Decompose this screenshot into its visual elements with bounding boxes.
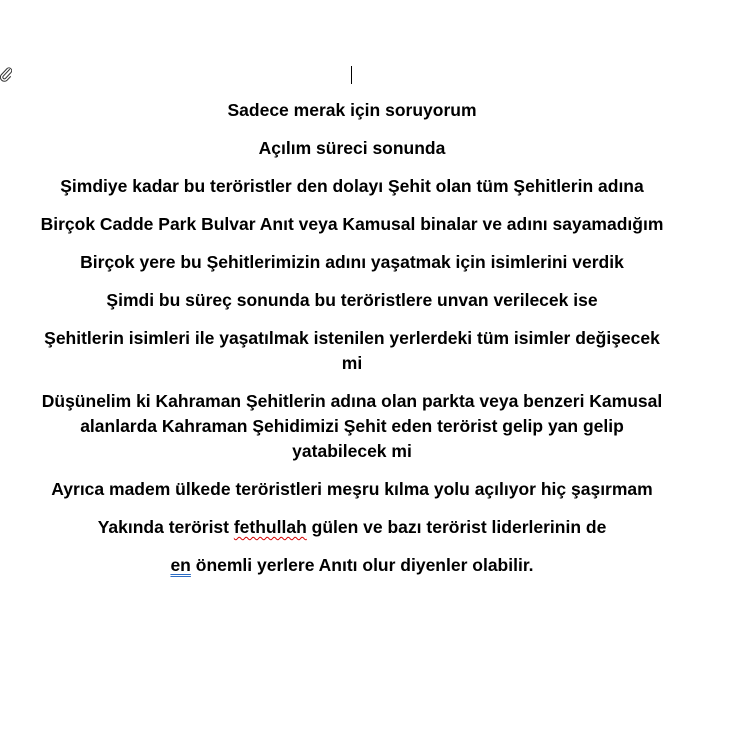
text-cursor	[351, 66, 352, 84]
paperclip-anchor-icon	[0, 66, 12, 82]
paragraph: Ayrıca madem ülkede teröristleri meşru kılma yolu açılıyor hiç şaşırmam	[51, 479, 653, 499]
paragraph: Birçok yere bu Şehitlerimizin adını yaşatmak için isimlerini verdik	[80, 252, 624, 272]
text-run: gülen ve bazı terörist liderlerinin de	[306, 517, 607, 537]
paragraph: Düşünelim ki Kahraman Şehitlerin adına olan parkta veya benzeri Kamusal alanlarda Kahraman Şehidimizi Şehit eden terörist gelip yan gelip yatabilecek mi	[41, 391, 663, 461]
paragraph: Açılım süreci sonunda	[258, 138, 446, 158]
paragraph: Sadece merak için soruyorum	[227, 100, 477, 120]
paragraph	[40, 553, 664, 578]
grammar-error-word[interactable]: en	[170, 555, 191, 575]
paragraph	[40, 515, 664, 540]
paragraph: Şehitlerin isimleri ile yaşatılmak istenilen yerlerdeki tüm isimler değişecek mi	[44, 328, 660, 373]
spelling-error-word[interactable]: fethullah	[233, 517, 307, 537]
paragraph: Şimdi bu süreç sonunda bu teröristlere unvan verilecek ise	[106, 290, 598, 310]
text-run: önemli yerlere Anıtı olur diyenler olabilir.	[190, 555, 534, 575]
document-body[interactable]	[40, 98, 664, 591]
text-run: Yakında terörist	[97, 517, 234, 537]
paragraph: Şimdiye kadar bu teröristler den dolayı Şehit olan tüm Şehitlerin adına	[60, 176, 644, 196]
paragraph: Birçok Cadde Park Bulvar Anıt veya Kamusal binalar ve adını sayamadığım	[40, 214, 664, 234]
